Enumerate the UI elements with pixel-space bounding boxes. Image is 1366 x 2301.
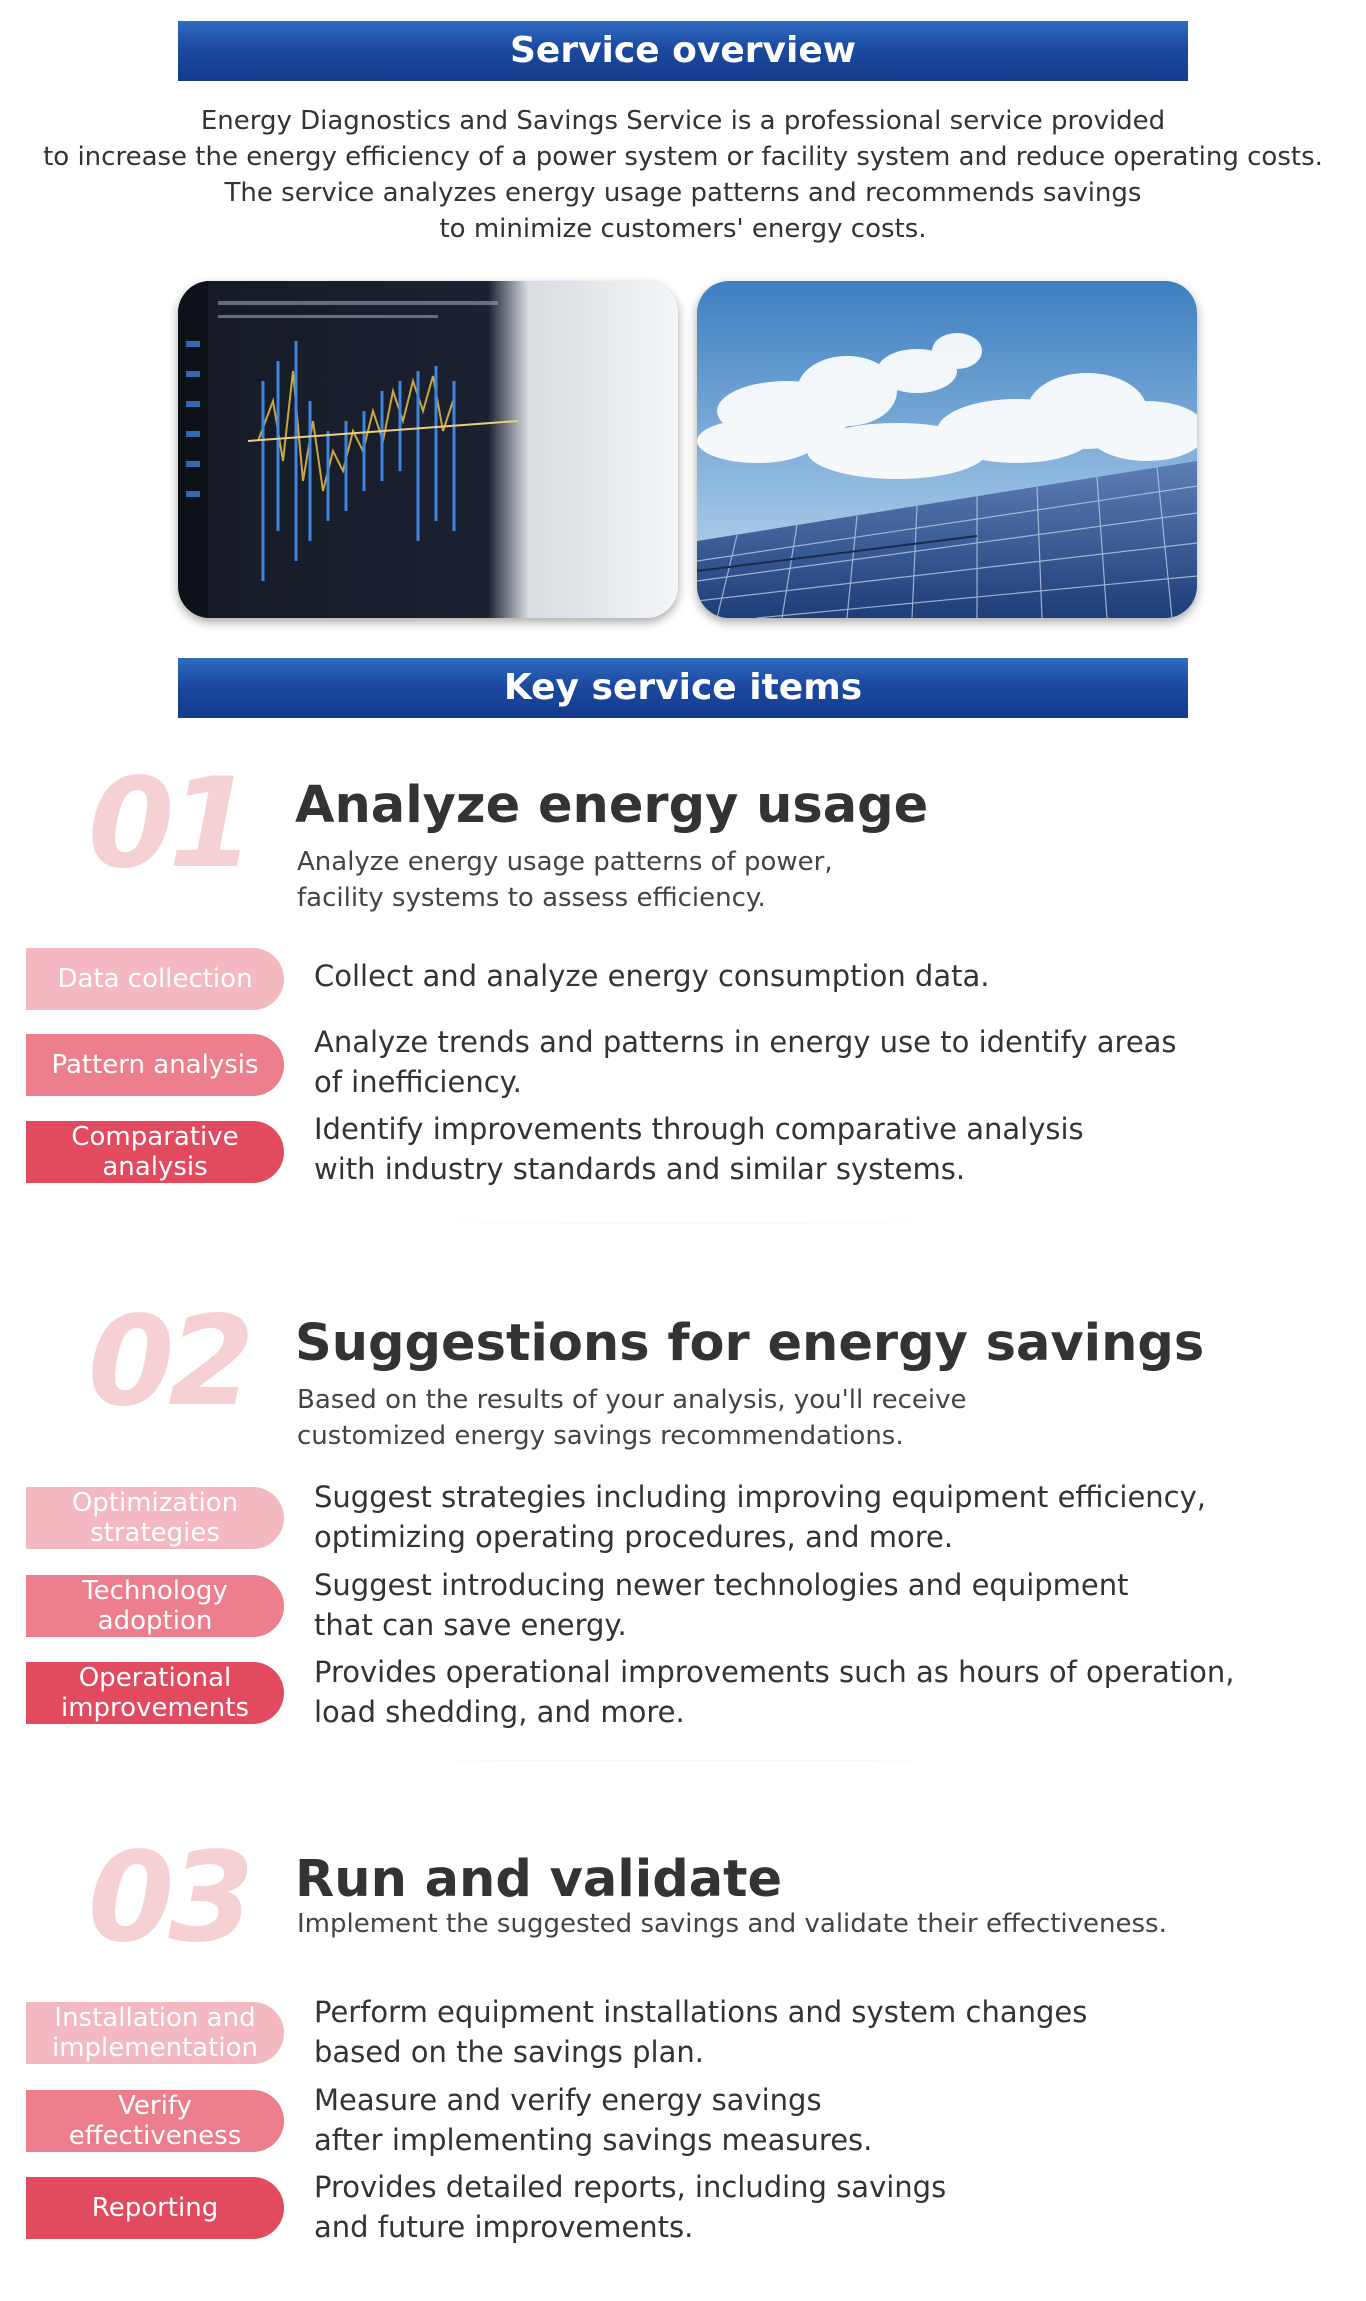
description-line: optimizing operating procedures, and more. bbox=[314, 1520, 954, 1554]
description-line: Identify improvements through comparative analysis bbox=[314, 1112, 1084, 1146]
item-description bbox=[314, 1109, 1084, 1189]
pill-text: Installation and bbox=[54, 2003, 256, 2033]
item-label-pill bbox=[26, 1662, 284, 1724]
overview-line: to minimize customers' energy costs. bbox=[439, 214, 927, 244]
section-description bbox=[297, 1382, 967, 1454]
pill-text: Optimization bbox=[71, 1488, 239, 1518]
pill-text: improvements bbox=[60, 1693, 249, 1723]
item-description bbox=[314, 1022, 1177, 1102]
item-description bbox=[314, 1477, 1206, 1557]
description-line: load shedding, and more. bbox=[314, 1695, 685, 1729]
stock-chart-photo bbox=[178, 281, 678, 618]
section-divider bbox=[20, 1222, 1346, 1252]
pill-text: Reporting bbox=[91, 2193, 219, 2223]
item-label-pill bbox=[26, 1575, 284, 1637]
description-line: Suggest introducing newer technologies and equipment bbox=[314, 1568, 1129, 1602]
section-title: Analyze energy usage bbox=[295, 776, 929, 835]
description-line: facility systems to assess efficiency. bbox=[297, 883, 766, 913]
item-description bbox=[314, 1652, 1235, 1732]
pill-text: Operational bbox=[78, 1663, 232, 1693]
pill-text: implementation bbox=[51, 2033, 258, 2063]
item-label-pill bbox=[26, 2090, 284, 2152]
service-overview-banner: Service overview bbox=[178, 21, 1188, 81]
item-label-pill bbox=[26, 1121, 284, 1183]
section-number: 03 bbox=[88, 1826, 249, 1970]
section-number: 01 bbox=[88, 752, 249, 896]
section-description bbox=[297, 844, 833, 916]
description-line: Perform equipment installations and system changes bbox=[314, 1995, 1088, 2029]
item-description bbox=[314, 2167, 946, 2247]
description-line: customized energy savings recommendations. bbox=[297, 1421, 904, 1451]
pill-text: strategies bbox=[90, 1518, 220, 1548]
description-line: with industry standards and similar systems. bbox=[314, 1152, 966, 1186]
item-description bbox=[314, 956, 989, 996]
description-line: after implementing savings measures. bbox=[314, 2123, 873, 2157]
item-description bbox=[314, 2080, 872, 2160]
solar-panel-photo bbox=[697, 281, 1197, 618]
description-line: that can save energy. bbox=[314, 1608, 627, 1642]
section-title: Suggestions for energy savings bbox=[295, 1314, 1205, 1373]
description-line: Collect and analyze energy consumption data. bbox=[314, 959, 990, 993]
section-number: 02 bbox=[88, 1290, 249, 1434]
description-line: Measure and verify energy savings bbox=[314, 2083, 822, 2117]
description-line: Based on the results of your analysis, you'll receive bbox=[297, 1385, 967, 1415]
overview-line: Energy Diagnostics and Savings Service is a professional service provided bbox=[200, 106, 1166, 136]
pill-text: Data collection bbox=[57, 964, 253, 994]
description-line: based on the savings plan. bbox=[314, 2035, 704, 2069]
description-line: and future improvements. bbox=[314, 2210, 694, 2244]
overview-line: The service analyzes energy usage patterns and recommends savings bbox=[224, 178, 1142, 208]
description-line: Provides operational improvements such as hours of operation, bbox=[314, 1655, 1235, 1689]
description-line: Implement the suggested savings and validate their effectiveness. bbox=[297, 1909, 1167, 1939]
item-label-pill bbox=[26, 948, 284, 1010]
pill-text: Pattern analysis bbox=[51, 1050, 259, 1080]
description-line: Provides detailed reports, including savings bbox=[314, 2170, 947, 2204]
item-label-pill bbox=[26, 1034, 284, 1096]
description-line: of inefficiency. bbox=[314, 1065, 522, 1099]
description-line: Suggest strategies including improving equipment efficiency, bbox=[314, 1480, 1207, 1514]
item-label-pill bbox=[26, 1487, 284, 1549]
overview-line: to increase the energy efficiency of a power system or facility system and reduce operating costs. bbox=[43, 142, 1323, 172]
pill-text: effectiveness bbox=[68, 2121, 242, 2151]
item-label-pill bbox=[26, 2177, 284, 2239]
pill-text: Technology bbox=[82, 1576, 228, 1606]
key-service-items-banner: Key service items bbox=[178, 658, 1188, 718]
section-title: Run and validate bbox=[295, 1850, 783, 1909]
pill-text: adoption bbox=[97, 1606, 213, 1636]
description-line: Analyze trends and patterns in energy use to identify areas bbox=[314, 1025, 1177, 1059]
section-divider bbox=[20, 1760, 1346, 1790]
item-description bbox=[314, 1992, 1087, 2072]
item-description bbox=[314, 1565, 1129, 1645]
pill-text: Verify bbox=[118, 2091, 192, 2121]
item-label-pill bbox=[26, 2002, 284, 2064]
pill-text: analysis bbox=[102, 1152, 208, 1182]
section-description bbox=[297, 1906, 1167, 1942]
description-line: Analyze energy usage patterns of power, bbox=[297, 847, 833, 877]
overview-text bbox=[0, 103, 1366, 247]
pill-text: Comparative bbox=[71, 1122, 239, 1152]
